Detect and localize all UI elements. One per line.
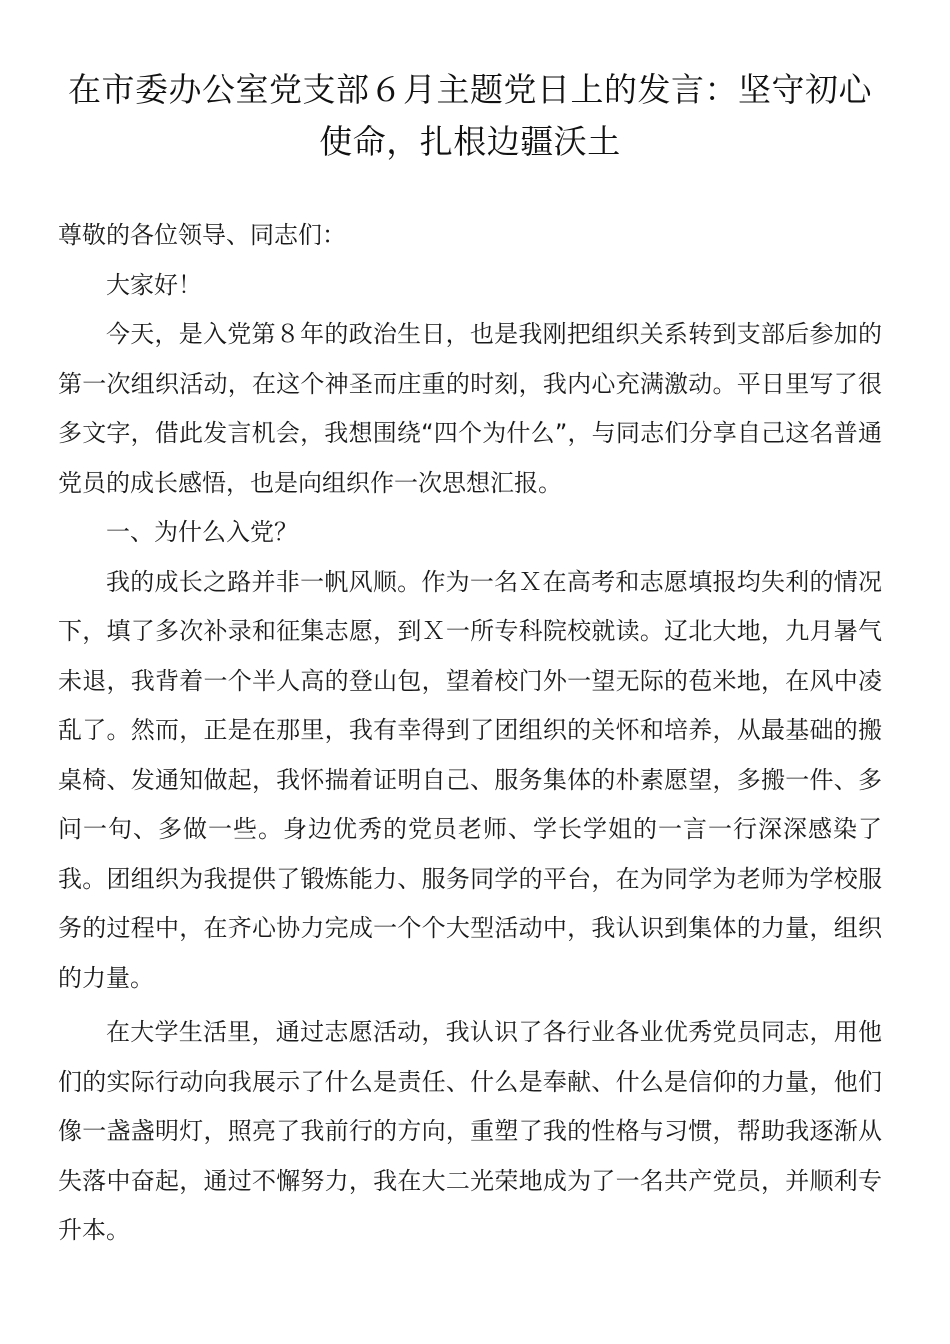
paragraph-intro: 今天，是入党第８年的政治生日，也是我刚把组织关系转到支部后参加的第一次组织活动，在这个神圣而庄重的时刻，我内心充满激动。平日里写了很多文字，借此发言机会，我想围绕“四个为什么”，与同志们分享自己这名普通党员的成长感悟，也是向组织作一次思想汇报。 xyxy=(58,320,882,497)
section-heading-1: 一、为什么入党？ xyxy=(106,518,298,546)
salutation: 尊敬的各位领导、同志们： xyxy=(58,221,346,249)
paragraph-growth: 我的成长之路并非一帆风顺。作为一名Ｘ在高考和志愿填报均失利的情况下，填了多次补录和征集志愿，到Ｘ一所专科院校就读。辽北大地，九月暑气未退，我背着一个半人高的登山包，望着校门外一望无际的苞米地，在风中凌乱了。然而，正是在那里，我有幸得到了团组织的关怀和培养，从最基础的搬桌椅、发通知做起，我怀揣着证明自己、服务集体的朴素愿望，多搬一件、多问一句、多做一些。身边优秀的党员老师、学长学姐的一言一行深深感染了我。团组织为我提供了锻炼能力、服务同学的平台，在为同学为老师为学校服务的过程中，在齐心协力完成一个个大型活动中，我认识到集体的力量，组织的力量。 xyxy=(58,567,882,992)
greeting: 大家好！ xyxy=(106,270,202,299)
document-title: 在市委办公室党支部６月主题党日上的发言：坚守初心使命，扎根边疆沃土 xyxy=(68,70,872,161)
paragraph-university: 在大学生活里，通过志愿活动，我认识了各行业各业优秀党员同志，用他们的实际行动向我展示了什么是责任、什么是奉献、什么是信仰的力量，他们像一盏盏明灯，照亮了我前行的方向，重塑了我的性格与习惯，帮助我逐渐从失落中奋起，通过不懈努力，我在大二光荣地成为了一名共产党员，并顺利专升本。 xyxy=(58,1018,882,1244)
document-body xyxy=(58,211,882,1256)
